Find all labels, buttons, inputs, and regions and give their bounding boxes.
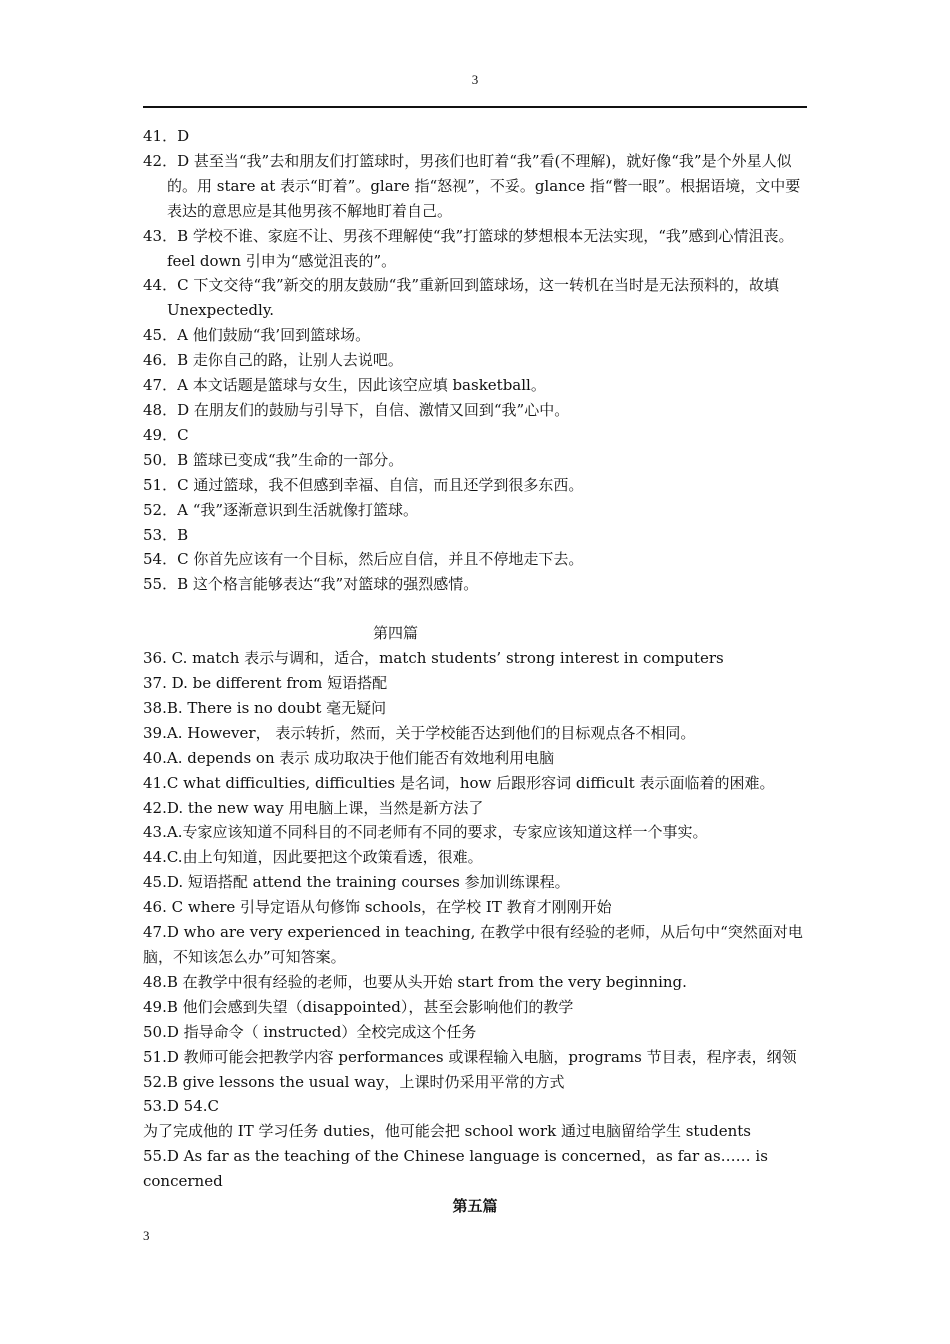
- answer-item: 45.D. 短语搭配 attend the training courses 参加训练课程。: [143, 873, 570, 892]
- section-4-answers: [143, 646, 807, 1194]
- answer-item: 46．B 走你自己的路，让别人去说吧。: [143, 351, 403, 370]
- answer-item: 36. C. match 表示与调和，适合，match students’ strong interest in computers: [143, 649, 724, 668]
- answer-item: 43.A.专家应该知道不同科目的不同老师有不同的要求，专家应该知道这样一个事实。: [143, 823, 708, 842]
- answer-item: 44．C 下文交待“我”新交的朋友鼓励“我”重新回到篮球场，这一转机在当时是无法预料的，故填 Unexpectedly.: [143, 276, 780, 320]
- answer-item: 42.D. the new way 用电脑上课，当然是新方法了: [143, 798, 484, 817]
- answer-item: 53．B: [143, 525, 189, 544]
- answer-item: 47．A 本文话题是篮球与女生，因此该空应填 basketball。: [143, 376, 546, 395]
- document-body: [143, 124, 807, 1219]
- answer-item: 41.C what difficulties, difficulties 是名词，how 后跟形容词 difficult 表示面临着的困难。: [143, 773, 775, 792]
- answer-item: 37. D. be different from 短语搭配: [143, 674, 388, 693]
- answer-item: 40.A. depends on 表示 成功取决于他们能否有效地利用电脑: [143, 748, 555, 767]
- answer-item: 49．C: [143, 425, 189, 444]
- answer-item: 48.B 在教学中很有经验的老师，也要从头开始 start from the very beginning.: [143, 972, 687, 991]
- answer-item: 46. C where 引导定语从句修饰 schools，在学校 IT 教育才刚刚开始: [143, 898, 612, 917]
- answer-item: 44.C.由上句知道，因此要把这个政策看透，很难。: [143, 848, 483, 867]
- footer-page-number: 3: [143, 1228, 150, 1243]
- answer-item: 51．C 通过篮球，我不但感到幸福、自信，而且还学到很多东西。: [143, 475, 584, 494]
- answer-item: 55．B 这个格言能够表达“我”对篮球的强烈感情。: [143, 575, 479, 594]
- answer-item: 39.A. However， 表示转折，然而，关于学校能否达到他们的目标观点各不相同。: [143, 723, 696, 742]
- answer-item: 41．D: [143, 127, 190, 145]
- section-3-answers: [143, 124, 807, 597]
- answer-item: 为了完成他的 IT 学习任务 duties，他可能会把 school work 通过电脑留给学生 students: [143, 1122, 751, 1141]
- answer-item: 50.D 指导命令（ instructed）全校完成这个任务: [143, 1022, 477, 1041]
- header-divider: [143, 106, 807, 108]
- header-page-number: 3: [471, 72, 479, 87]
- answer-item: 49.B 他们会感到失望（disappointed），甚至会影响他们的教学: [143, 997, 574, 1016]
- answer-item: 55.D As far as the teaching of the Chinese language is concerned，as far as…… is concerned: [143, 1147, 768, 1191]
- answer-item: 45．A 他们鼓励“我’回到篮球场。: [143, 326, 371, 345]
- answer-item: 52.B give lessons the usual way，上课时仍采用平常的方式: [143, 1072, 565, 1091]
- answer-item: 50．B 篮球已变成“我”生命的一部分。: [143, 450, 404, 469]
- answer-item: 47.D who are very experienced in teaching, 在教学中很有经验的老师，从后句中“突然面对电脑，不知该怎么办”可知答案。: [143, 923, 803, 966]
- answer-item: 54．C 你首先应该有一个目标，然后应自信，并且不停地走下去。: [143, 550, 584, 569]
- answer-item: 48．D 在朋友们的鼓励与引导下，自信、激情又回到“我”心中。: [143, 400, 570, 419]
- answer-item: 43．B 学校不谁、家庭不让、男孩不理解使“我”打篮球的梦想根本无法实现，“我”感到心情沮丧。feel down 引申为“感觉沮丧的”。: [143, 226, 794, 270]
- answer-item: 53.D 54.C: [143, 1097, 219, 1116]
- answer-item: 52．A “我”逐渐意识到生活就像打篮球。: [143, 500, 419, 519]
- answer-item: 51.D 教师可能会把教学内容 performances 或课程输入电脑，programs 节目表，程序表，纲领: [143, 1047, 797, 1066]
- section-5-title: 第五篇: [452, 1197, 498, 1216]
- section-4-title: 第四篇: [373, 624, 419, 643]
- answer-item: 38.B. There is no doubt 毫无疑问: [143, 698, 387, 717]
- answer-item: 42．D 甚至当“我”去和朋友们打篮球时，男孩们也盯着“我”看(不理解)，就好像“我”是个外星人似的。用 stare at 表示“盯着”。glare 指“怒视”，不妥。glance 指“瞥一眼”。根据语境，文中要表达的意思应是其他男孩不解地盯着自己。: [143, 151, 801, 220]
